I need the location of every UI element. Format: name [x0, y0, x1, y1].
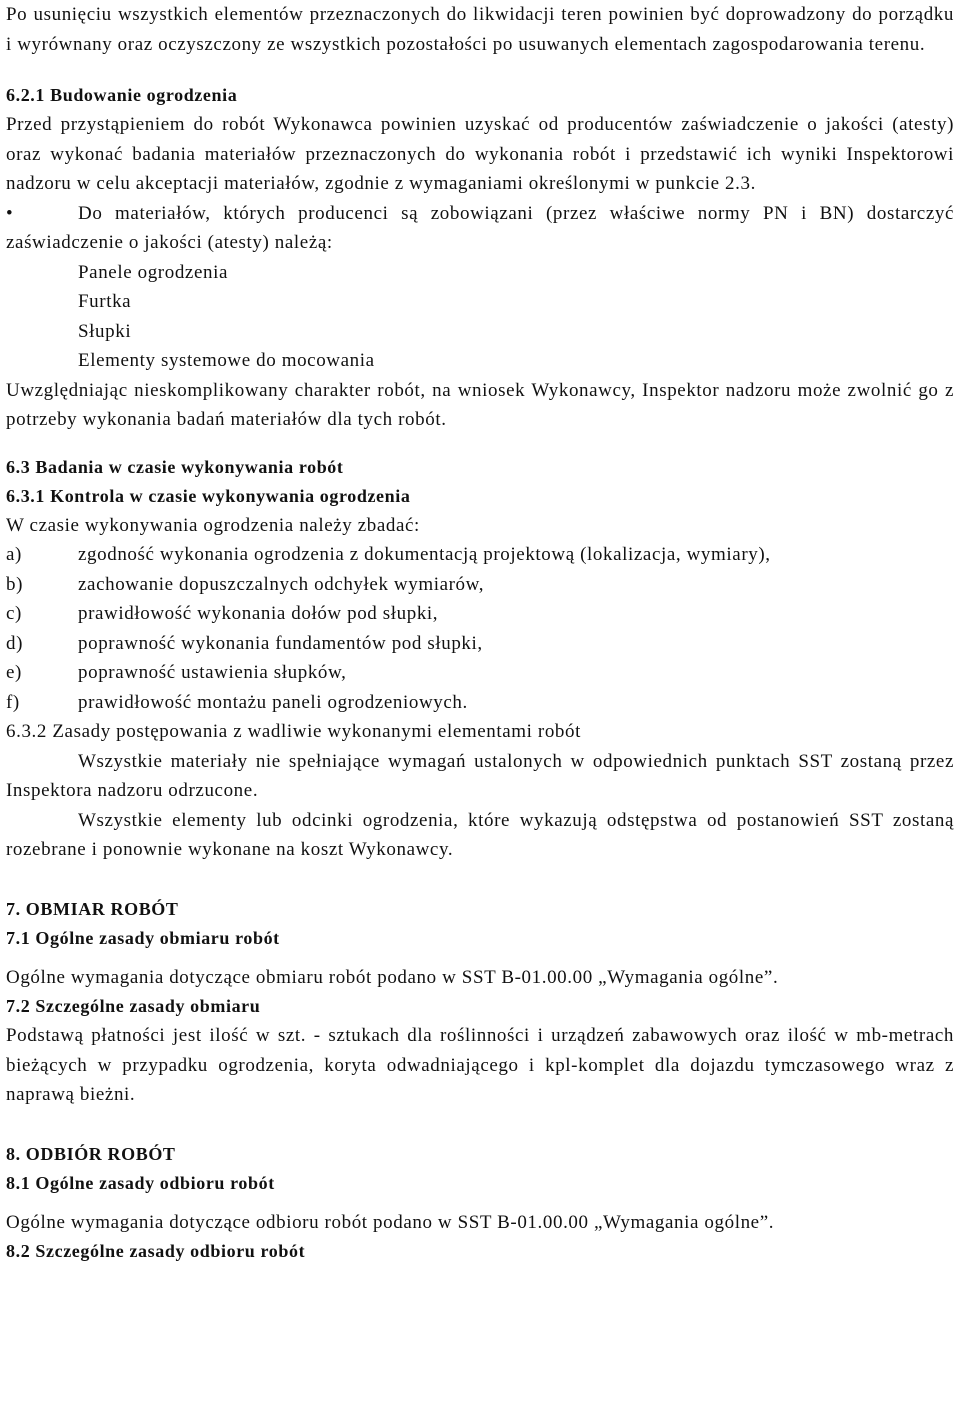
check-key: f): [6, 691, 20, 713]
check-key: d): [6, 632, 24, 654]
check-key: a): [6, 544, 22, 565]
section-6-3-1-lead: W czasie wykonywania ogrodzenia należy zbadać:: [6, 514, 420, 536]
bullet-icon: •: [6, 202, 14, 224]
bullet-item: [6, 199, 954, 258]
check-item-b: [6, 570, 954, 600]
check-text: zachowanie dopuszczalnych odchyłek wymiarów,: [78, 573, 485, 595]
check-text: zgodność wykonania ogrodzenia z dokumentacją projektową (lokalizacja, wymiary),: [78, 544, 771, 565]
section-6-2-1-text: Przed przystąpieniem do robót Wykonawca powinien uzyskać od producentów zaświadczenie o jakości (atesty) oraz wykonać badania materiałów przeznaczonych do wykonania robót i przedstawić ich wyniki Inspektorowi nadzoru w celu akceptacji materiałów, zgodnie z wymaganiami określonymi w punkcie 2.3.: [6, 114, 954, 194]
intro-paragraph: Po usunięciu wszystkich elementów przeznaczonych do likwidacji teren powinien być doprowadzony do porządku i wyrównany oraz oczyszczony ze wszystkich pozostałości po usuwanych elementach zagospodarowania terenu.: [6, 4, 954, 55]
bullet-text: Do materiałów, których producenci są zobowiązani (przez właściwe normy PN i BN) dostarczyć zaświadczenie o jakości (atesty) należą:: [6, 202, 954, 253]
section-6-2-1-closing: Uwzględniając nieskomplikowany charakter robót, na wniosek Wykonawcy, Inspektor nadzoru może zwolnić go z potrzeby wykonania badań materiałów dla tych robót.: [6, 379, 954, 430]
section-7-1-text: Ogólne wymagania dotyczące obmiaru robót podano w SST B-01.00.00 „Wymagania ogólne”.: [6, 966, 779, 988]
section-8-1-text: Ogólne wymagania dotyczące odbioru robót podano w SST B-01.00.00 „Wymagania ogólne”.: [6, 1211, 775, 1233]
section-7-2-heading: 7.2 Szczególne zasady obmiaru: [6, 996, 261, 1016]
check-item-c: [6, 599, 954, 629]
section-6-2-1-heading: 6.2.1 Budowanie ogrodzenia: [6, 85, 238, 105]
section-7-2-text: Podstawą płatności jest ilość w szt. - sztukach dla roślinności i urządzeń zabawowych oraz ilość w mb-metrach bieżących w przypadku ogrodzenia, koryta odwadniającego i kpl-komplet dla dojazdu tymczasowego wraz z naprawą bieżni.: [6, 1025, 954, 1105]
check-text: prawidłowość wykonania dołów pod słupki,: [78, 603, 439, 624]
section-6-3-1-heading: 6.3.1 Kontrola w czasie wykonywania ogrodzenia: [6, 485, 411, 506]
check-text: poprawność wykonania fundamentów pod słupki,: [78, 632, 483, 654]
check-item-a: [6, 540, 954, 570]
material-item-gate: Furtka: [78, 291, 132, 312]
check-item-f: [6, 688, 954, 718]
section-8-2-heading: 8.2 Szczególne zasady odbioru robót: [6, 1241, 306, 1261]
material-item-panels: Panele ogrodzenia: [78, 261, 229, 283]
check-key: e): [6, 662, 22, 683]
section-6-3-heading: 6.3 Badania w czasie wykonywania robót: [6, 456, 344, 477]
check-item-e: [6, 658, 954, 688]
section-8-1-heading: 8.1 Ogólne zasady odbioru robót: [6, 1172, 275, 1193]
check-key: c): [6, 603, 22, 624]
section-6-3-2-paragraph-1: Wszystkie materiały nie spełniające wymagań ustalonych w odpowiednich punktach SST zostaną przez Inspektora nadzoru odrzucone.: [6, 750, 954, 801]
check-text: prawidłowość montażu paneli ogrodzeniowych.: [78, 691, 468, 713]
section-8-heading: 8. ODBIÓR ROBÓT: [6, 1143, 176, 1164]
material-item-fixings: Elementy systemowe do mocowania: [78, 350, 375, 371]
section-7-heading: 7. OBMIAR ROBÓT: [6, 898, 179, 919]
section-7-1-heading: 7.1 Ogólne zasady obmiaru robót: [6, 927, 280, 948]
section-6-3-2-heading: 6.3.2 Zasady postępowania z wadliwie wykonanymi elementami robót: [6, 721, 582, 742]
section-6-3-2-paragraph-2: Wszystkie elementy lub odcinki ogrodzenia, które wykazują odstępstwa od postanowień SST zostaną rozebrane i ponownie wykonane na koszt Wykonawcy.: [6, 809, 954, 860]
material-item-posts: Słupki: [78, 320, 132, 342]
check-item-d: [6, 629, 954, 659]
check-text: poprawność ustawienia słupków,: [78, 662, 347, 683]
check-key: b): [6, 573, 24, 595]
